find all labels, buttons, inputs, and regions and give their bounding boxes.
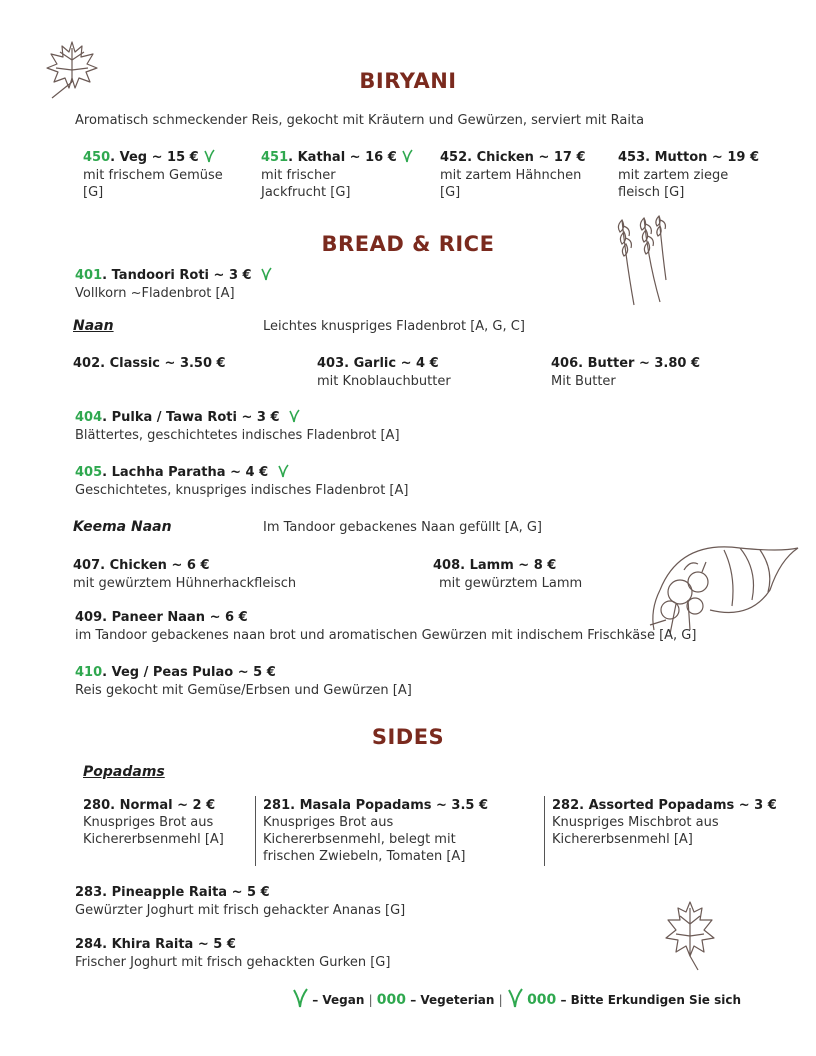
vegan-sprout-icon (288, 409, 300, 423)
item-403-desc: mit Knoblauchbutter (317, 374, 451, 389)
item-281-desc1: Knuspriges Brot aus (263, 815, 394, 830)
item-407: 407. Chicken ~ 6 € (73, 558, 210, 573)
naan-description: Leichtes knuspriges Fladenbrot [A, G, C] (263, 319, 525, 334)
item-407-desc: mit gewürztem Hühnerhackfleisch (73, 576, 297, 591)
item-405-desc: Geschichtetes, knuspriges indisches Fladenbrot [A] (75, 483, 409, 498)
item-406: 406. Butter ~ 3.80 € (551, 356, 701, 371)
item-283: 283. Pineapple Raita ~ 5 € (75, 885, 270, 900)
item-284: 284. Khira Raita ~ 5 € (75, 937, 236, 952)
item-404 (75, 409, 300, 426)
biryani-description: Aromatisch schmeckender Reis, gekocht mit Kräutern und Gewürzen, serviert mit Raita (75, 113, 645, 128)
item-280-desc2: Kichererbsenmehl [A] (83, 832, 224, 847)
vegan-sprout-icon (401, 149, 413, 163)
legend-vegetarian: – Vegeterian (410, 993, 495, 1007)
legend-separator: | (498, 993, 503, 1007)
item-281-desc3: frischen Zwiebeln, Tomaten [A] (263, 849, 466, 864)
item-406-desc: Mit Butter (551, 374, 616, 389)
legend-vegan: – Vegan (312, 993, 365, 1007)
biryani-item-452-desc1: mit zartem Hähnchen (440, 168, 582, 183)
vegan-number: 450 (83, 150, 111, 165)
item-281-desc2: Kichererbsenmehl, belegt mit (263, 832, 456, 847)
biryani-item-451-desc1: mit frischer (261, 168, 336, 183)
item-name: . Veg / Peas Pulao ~ 5 € (102, 665, 276, 680)
subheading-popadams: Popadams (83, 764, 165, 780)
item-280: 280. Normal ~ 2 € (83, 798, 216, 813)
vegan-sprout-icon (277, 464, 289, 478)
biryani-item-452: 452. Chicken ~ 17 € (440, 150, 586, 165)
biryani-item-452-desc2: [G] (440, 185, 461, 200)
leaf-icon (660, 898, 720, 972)
subheading-keema-naan: Keema Naan (73, 519, 172, 535)
biryani-item-450 (83, 149, 215, 166)
item-name: . Kathal ~ 16 € (288, 150, 397, 165)
vegan-number: 404 (75, 410, 103, 425)
item-name: . Tandoori Roti ~ 3 € (102, 268, 252, 283)
item-409-desc: im Tandoor gebackenes naan brot und aromatischen Gewürzen mit indischem Frischkäse [A, G] (75, 628, 697, 643)
legend (292, 988, 741, 1008)
item-408: 408. Lamm ~ 8 € (433, 558, 557, 573)
item-402: 402. Classic ~ 3.50 € (73, 356, 226, 371)
item-403: 403. Garlic ~ 4 € (317, 356, 439, 371)
legend-ask: – Bitte Erkundigen Sie sich (560, 993, 742, 1007)
vegan-sprout-icon (203, 149, 215, 163)
item-401 (75, 267, 272, 284)
item-410-desc: Reis gekocht mit Gemüse/Erbsen und Gewürzen [A] (75, 683, 412, 698)
item-410 (75, 664, 276, 681)
vegan-number: 451 (261, 150, 289, 165)
item-408-desc: mit gewürztem Lamm (439, 576, 583, 591)
legend-separator: | (368, 993, 373, 1007)
biryani-item-450-desc2: [G] (83, 185, 104, 200)
item-401-desc: Vollkorn ~Fladenbrot [A] (75, 286, 235, 301)
vegan-number: 405 (75, 465, 103, 480)
vegan-sprout-icon (292, 988, 308, 1008)
biryani-item-451-desc2: Jackfrucht [G] (261, 185, 351, 200)
column-divider (255, 796, 256, 866)
column-divider (544, 796, 545, 866)
section-title-bread-rice: BREAD & RICE (321, 232, 495, 256)
vegan-sprout-icon (260, 267, 272, 281)
vegan-sprout-icon (507, 988, 523, 1008)
section-title-biryani: BIRYANI (359, 69, 457, 93)
biryani-item-453-desc1: mit zartem ziege (618, 168, 729, 183)
item-283-desc: Gewürzter Joghurt mit frisch gehackter Ananas [G] (75, 903, 406, 918)
vegan-number: 401 (75, 268, 103, 283)
item-name: . Lachha Paratha ~ 4 € (102, 465, 269, 480)
item-name: . Veg ~ 15 € (110, 150, 199, 165)
vegan-number: 410 (75, 665, 103, 680)
item-name: . Pulka / Tawa Roti ~ 3 € (102, 410, 280, 425)
item-405 (75, 464, 289, 481)
item-409: 409. Paneer Naan ~ 6 € (75, 610, 248, 625)
section-title-sides: SIDES (371, 725, 445, 749)
biryani-item-453-desc2: fleisch [G] (618, 185, 685, 200)
legend-ask-number: 000 (527, 992, 557, 1008)
biryani-item-450-desc1: mit frischem Gemüse (83, 168, 223, 183)
biryani-item-451 (261, 149, 413, 166)
item-404-desc: Blättertes, geschichtetes indisches Fladenbrot [A] (75, 428, 400, 443)
wheat-icon (604, 210, 674, 310)
legend-vegetarian-number: 000 (376, 992, 407, 1008)
subheading-naan: Naan (73, 318, 114, 334)
item-282-desc2: Kichererbsenmehl [A] (552, 832, 693, 847)
item-282: 282. Assorted Popadams ~ 3 € (552, 798, 777, 813)
cornucopia-icon (640, 530, 800, 640)
keema-description: Im Tandoor gebackenes Naan gefüllt [A, G] (263, 520, 543, 535)
item-282-desc1: Knuspriges Mischbrot aus (552, 815, 719, 830)
item-280-desc1: Knuspriges Brot aus (83, 815, 214, 830)
item-281: 281. Masala Popadams ~ 3.5 € (263, 798, 489, 813)
item-284-desc: Frischer Joghurt mit frisch gehackten Gurken [G] (75, 955, 391, 970)
biryani-item-453: 453. Mutton ~ 19 € (618, 150, 760, 165)
